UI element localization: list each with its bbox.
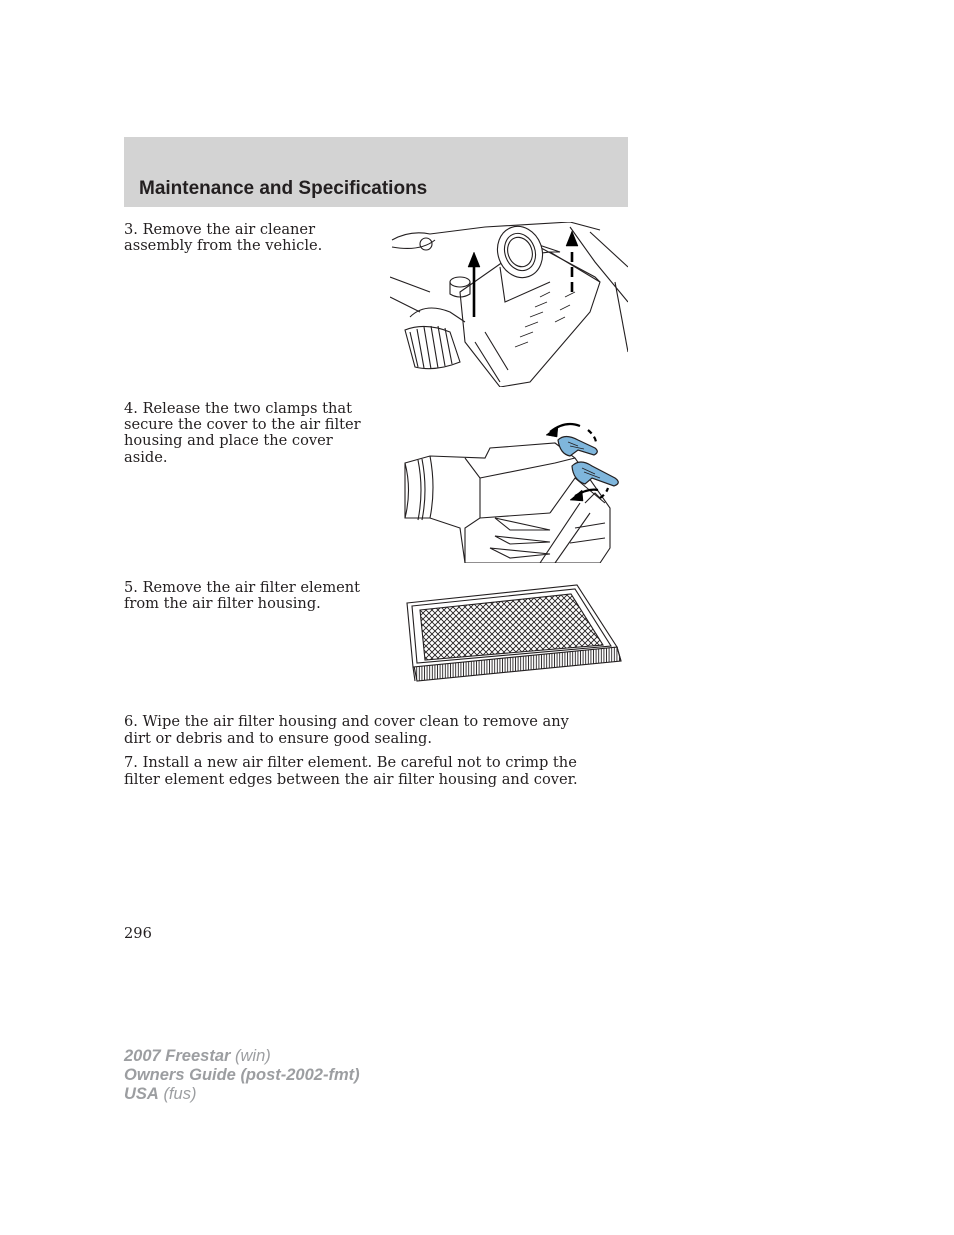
page-number: 296 — [124, 925, 152, 942]
footer-line-3: USA (fus) — [124, 1085, 197, 1103]
section-header-band — [124, 137, 628, 207]
step-3-text: 3. Remove the air cleaner assembly from the vehicle. — [124, 221, 323, 255]
step-6-text: 6. Wipe the air filter housing and cover clean to remove any dirt or debris and to ensure good sealing. — [124, 713, 569, 748]
footer-line-1: 2007 Freestar (win) — [124, 1047, 271, 1065]
document-footer — [124, 1047, 360, 1104]
section-title: Maintenance and Specifications — [139, 178, 428, 199]
clamp-release-illustration — [400, 418, 625, 563]
step-4-text: 4. Release the two clamps that secure the cover to the air filter housing and place the cover aside. — [124, 400, 361, 466]
air-cleaner-removal-illustration — [390, 222, 628, 387]
footer-line-2: Owners Guide (post-2002-fmt) — [124, 1066, 360, 1084]
step-7-text: 7. Install a new air filter element. Be careful not to crimp the filter element edges between the air filter housing and cover. — [124, 754, 578, 789]
step-5-text: 5. Remove the air filter element from the air filter housing. — [124, 579, 361, 613]
air-filter-element-illustration — [405, 583, 625, 695]
